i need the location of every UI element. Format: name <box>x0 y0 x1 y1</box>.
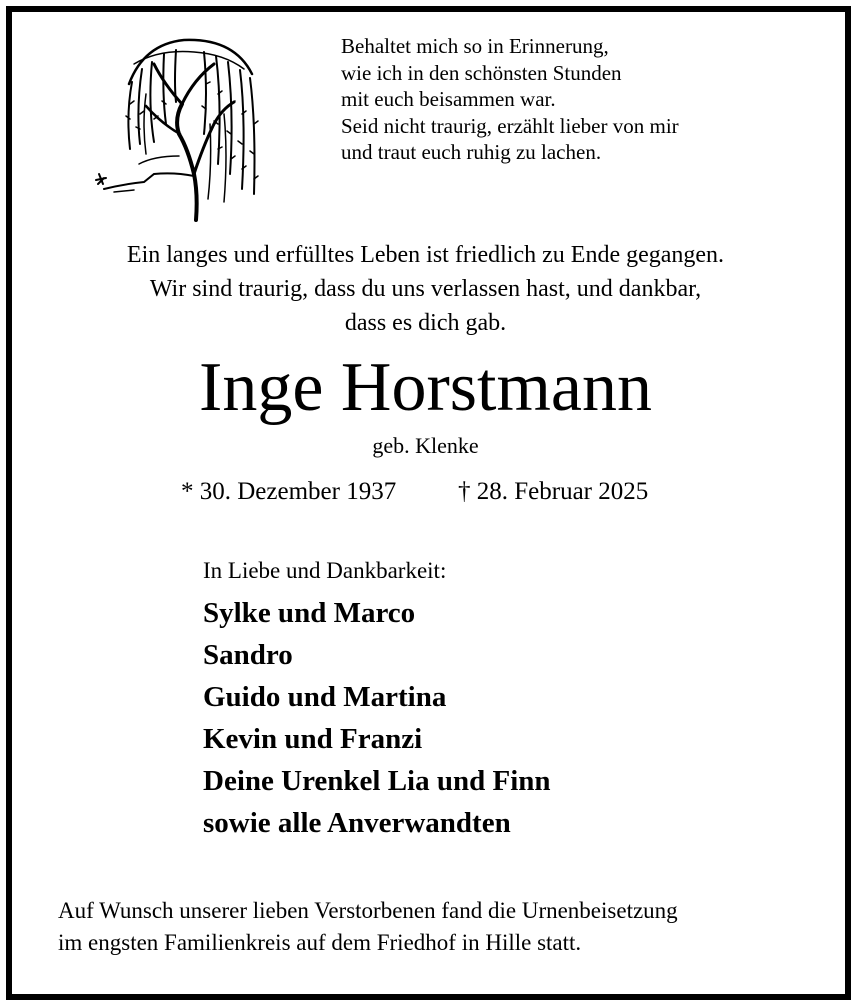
mourners-list <box>203 592 551 844</box>
poem-line: Seid nicht traurig, erzählt lieber von mir <box>341 113 679 138</box>
closing-line: Auf Wunsch unserer lieben Verstorbenen fand die Urnenbeisetzung <box>58 898 678 923</box>
poem-line: und traut euch ruhig zu lachen. <box>341 140 602 165</box>
weeping-willow-icon <box>84 24 284 224</box>
mourner-name: Deine Urenkel Lia und Finn <box>203 765 551 797</box>
mourner-name: Guido und Martina <box>203 681 447 713</box>
closing-note <box>58 895 678 959</box>
mourners-label: In Liebe und Dankbarkeit: <box>203 558 447 583</box>
intro-line: Ein langes und erfülltes Leben ist friedlich zu Ende gegangen. <box>126 242 725 268</box>
poem <box>341 33 679 166</box>
closing-line: im engsten Familienkreis auf dem Friedhof in Hille statt. <box>58 930 582 955</box>
death-date: † 28. Februar 2025 <box>458 478 649 505</box>
deceased-name: Inge Horstmann <box>199 349 652 426</box>
intro-text <box>0 238 851 340</box>
mourner-name: sowie alle Anverwandten <box>203 807 511 839</box>
intro-line: Wir sind traurig, dass du uns verlassen hast, und dankbar, <box>149 276 702 302</box>
mourner-name: Sylke und Marco <box>203 597 416 629</box>
intro-line: dass es dich gab. <box>344 310 507 336</box>
mourner-name: Sandro <box>203 639 293 671</box>
poem-line: mit euch beisammen war. <box>341 87 556 112</box>
poem-line: wie ich in den schönsten Stunden <box>341 60 622 85</box>
mourner-name: Kevin und Franzi <box>203 723 423 755</box>
maiden-name: geb. Klenke <box>372 433 479 458</box>
birth-date: * 30. Dezember 1937 <box>181 478 397 505</box>
poem-line: Behaltet mich so in Erinnerung, <box>341 34 609 58</box>
